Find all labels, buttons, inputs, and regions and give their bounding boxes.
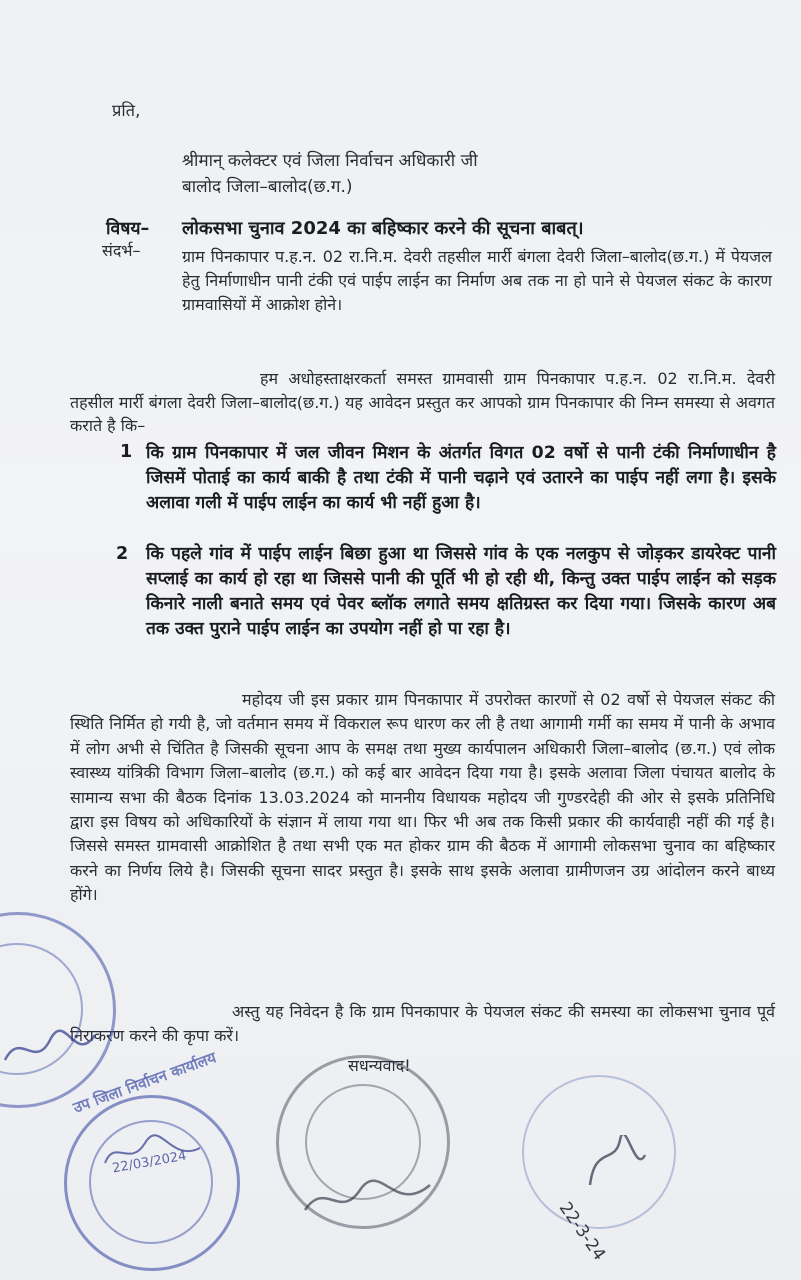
reference-text: ग्राम पिनकापार प.ह.न. 02 रा.नि.म. देवरी तहसील मार्री बंगला देवरी जिला–बालोद(छ.ग.) में पेयजल हेतु निर्माणाधीन पानी टंकी एवं पाईप लाईन का निर्माण अब तक ना हो पाने से पेयजल संकट के कारण ग्रामवासियों में आक्रोश होने। <box>182 247 772 314</box>
left-signature <box>0 1010 120 1080</box>
subject-label: विषय– <box>106 219 150 239</box>
addressee-line-2: बालोद जिला–बालोद(छ.ग.) <box>182 177 353 197</box>
addressee-line-1: श्रीमान् कलेक्टर एवं जिला निर्वाचन अधिकारी जी <box>182 151 478 171</box>
reference-label: संदर्भ– <box>102 241 141 260</box>
right-date-note: 22-3-24 <box>554 1198 610 1265</box>
point-2-number: 2 <box>116 544 129 564</box>
point-1-number: 1 <box>120 442 133 462</box>
salutation: प्रति, <box>112 101 141 120</box>
intro-paragraph: हम अधोहस्ताक्षरकर्ता समस्त ग्रामवासी ग्राम पिनकापार प.ह.न. 02 रा.नि.म. देवरी तहसील मार्री बंगला देवरी जिला–बालोद(छ.ग.) यह आवेदन प्रस्तुत कर आपको ग्राम पिनकापार की निम्न समस्या से अवगत कराते है कि– <box>70 369 775 436</box>
subject-text: लोकसभा चुनाव 2024 का बहिष्कार करने की सूचना बाबत्। <box>182 218 584 239</box>
election-office-seal-text: उप जिला निर्वाचन कार्यालय <box>70 1048 219 1117</box>
center-signature <box>300 1170 440 1230</box>
right-signature <box>580 1135 650 1195</box>
received-signature <box>100 1128 210 1178</box>
point-1-text: कि ग्राम पिनकापार में जल जीवन मिशन के अंतर्गत विगत 02 वर्षो से पानी टंकी निर्माणाधीन है जिसमें पोताई का कार्य बाकी है तथा टंकी में पानी चढ़ाने एवं उतारने का पाईप नहीं लगा है। इसके अलावा गली में पाईप लाईन का कार्य भी नहीं हुआ है। <box>146 443 776 513</box>
thanks-line: सधन्यवाद! <box>348 1056 411 1075</box>
main-paragraph: महोदय जी इस प्रकार ग्राम पिनकापार में उपरोक्त कारणों से 02 वर्षो से पेयजल संकट की स्थिति निर्मित हो गयी है, जो वर्तमान समय में विकराल रूप धारण कर ली है तथा आगामी गर्मी का समय में पानी के अभाव में लोग अभी से चिंतित है जिसकी सूचना आप के समक्ष तथा मुख्य कार्यपालन अधिकारी जिला–बालोद (छ.ग.) एवं लोक स्वास्थ्य यांत्रिकी विभाग जिला–बालोद (छ.ग.) को कई बार आवेदन दिया गया है। इसके अलावा जिला पंचायत बालोद के सामान्य सभा की बैठक दिनांक 13.03.2024 को माननीय विधायक महोदय जी गुण्डरदेही की ओर से इसके प्रतिनिधि द्वारा इस विषय को अधिकारियों के संज्ञान में लाया गया था। फिर भी अब तक किसी प्रकार की कार्यवाही नहीं की गई है। जिससे समस्त ग्रामवासी आक्रोशित है तथा सभी एक मत होकर ग्राम की बैठक में आगामी लोकसभा चुनाव का बहिष्कार करने का निर्णय लिये है। जिसकी सूचना सादर प्रस्तुत है। इसके साथ इसके अलावा ग्रामीणजन उग्र आंदोलन करने बाध्य होंगे। <box>70 690 775 905</box>
point-2-text: कि पहले गांव में पाईप लाईन बिछा हुआ था जिससे गांव के एक नलकुप से जोड़कर डायरेक्ट पानी सप्लाई का कार्य हो रहा था जिससे पानी की पूर्ति भी हो रही थी, किन्तु उक्त पाईप लाईन को सड़क किनारे नाली बनाते समय एवं पेवर ब्लॉक लगाते समय क्षतिग्रस्त कर दिया गया। जिसके कारण अब तक उक्त पुराने पाईप लाईन का उपयोग नहीं हो पा रहा है। <box>146 544 776 639</box>
closing-paragraph: अस्तु यह निवेदन है कि ग्राम पिनकापार के पेयजल संकट की समस्या का लोकसभा चुनाव पूर्व निराकरण करने की कृपा करें। <box>70 1002 775 1045</box>
election-office-seal <box>64 1095 240 1271</box>
received-date: 22/03/2024 <box>111 1148 188 1177</box>
